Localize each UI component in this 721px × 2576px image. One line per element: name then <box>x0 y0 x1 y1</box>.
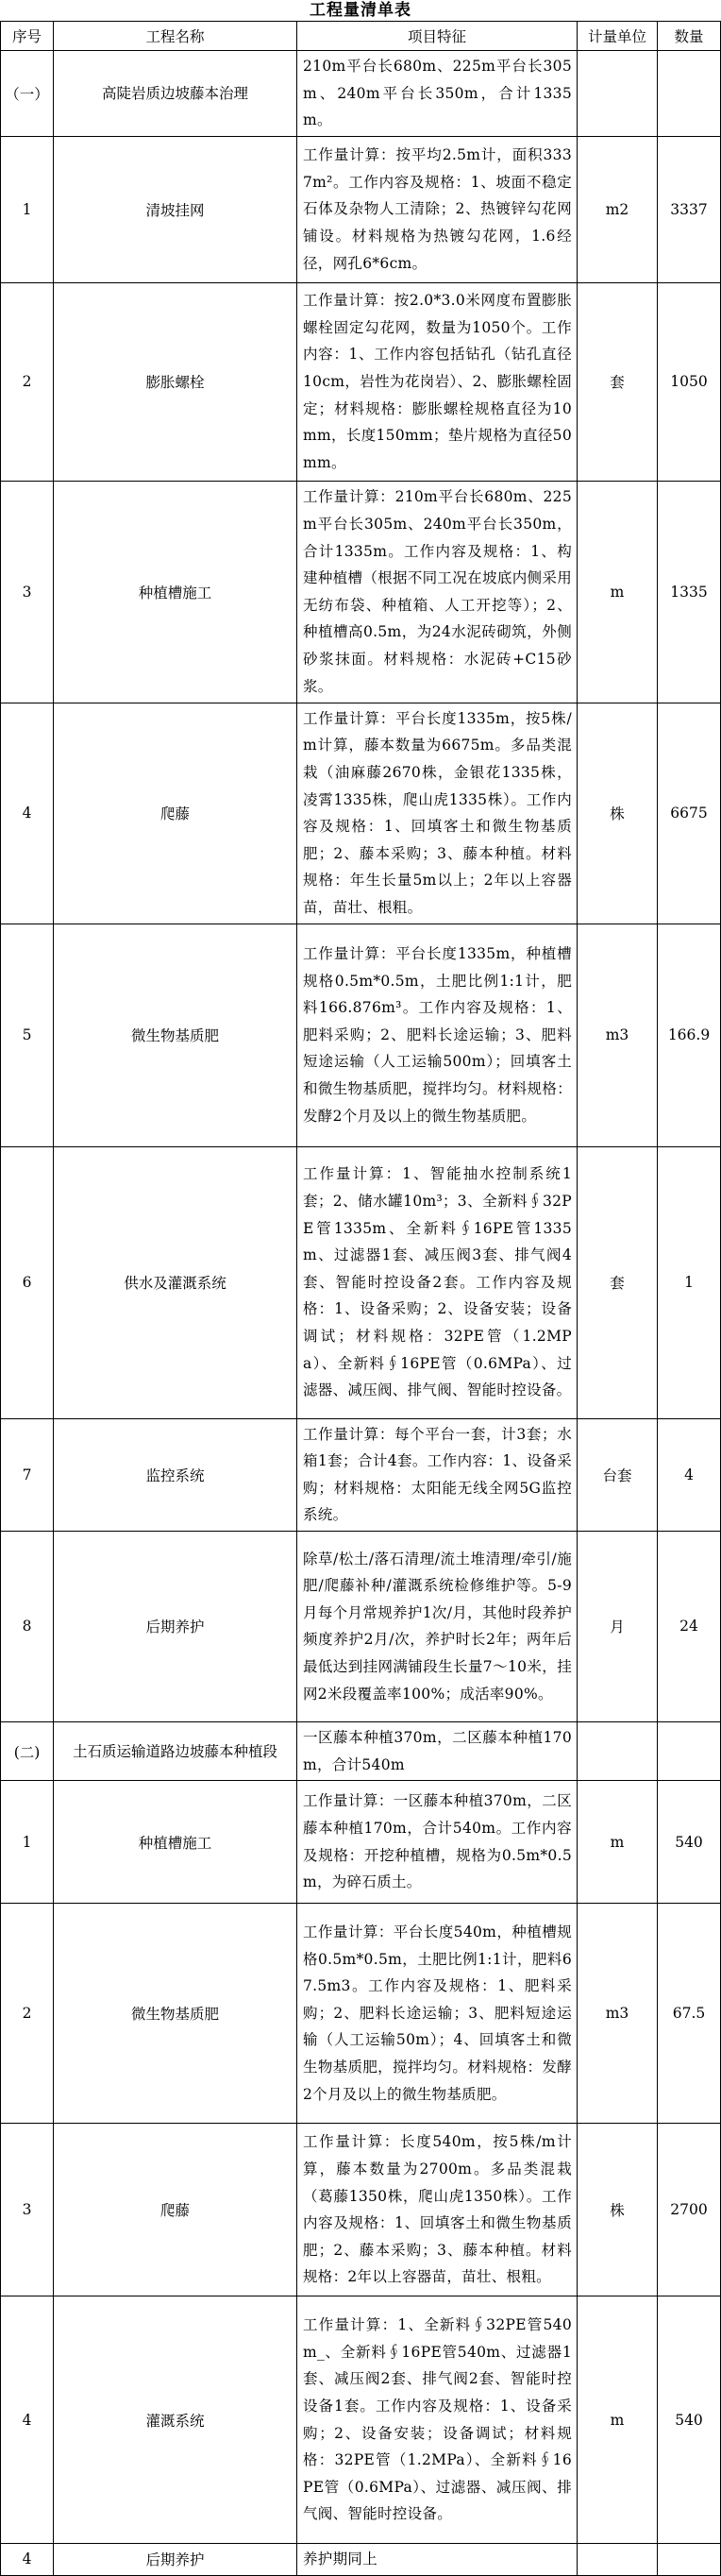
item-quantity: 2700 <box>658 2124 721 2296</box>
item-unit: m <box>578 1781 658 1904</box>
table-row <box>1 1531 721 1721</box>
row-number: 4 <box>1 2296 54 2544</box>
item-unit <box>578 2544 658 2576</box>
item-unit <box>578 51 658 137</box>
item-name: 清坡挂网 <box>54 136 297 282</box>
row-number: 7 <box>1 1418 54 1531</box>
item-quantity <box>658 51 721 137</box>
item-name: 种植槽施工 <box>54 481 297 703</box>
item-unit: 套 <box>578 282 658 481</box>
row-number: 3 <box>1 2124 54 2296</box>
item-name: 膨胀螺栓 <box>54 282 297 481</box>
table-row <box>1 2544 721 2576</box>
row-number: 3 <box>1 481 54 703</box>
item-name: 种植槽施工 <box>54 1781 297 1904</box>
item-feature: 工作量计算：一区藤本种植370m，二区藤本种植170m，合计540m。工作内容及规格：开挖种植槽，规格为0.5m*0.5m，为碎石质土。 <box>297 1781 578 1904</box>
page-title: 工程量清单表 <box>310 1 411 20</box>
item-feature: 工作量计算：长度540m，按5株/m计算，藤本数量为2700m。多品类混栽（葛藤1350株，爬山虎1350株）。工作内容及规格：1、回填客土和微生物基质肥；2、藤本采购；3、藤本种植。材料规格：2年以上容器苗，苗壮、根粗。 <box>297 2124 578 2296</box>
header-name: 工程名称 <box>54 22 297 51</box>
item-quantity: 540 <box>658 1781 721 1904</box>
table-row <box>1 1146 721 1418</box>
item-quantity: 67.5 <box>658 1904 721 2124</box>
table-row <box>1 2296 721 2544</box>
item-name: 爬藤 <box>54 703 297 924</box>
item-feature: 工作量计算：1、智能抽水控制系统1套；2、储水罐10m³；3、全新料∮32PE管1335m、全新料∮16PE管1335m、过滤器1套、减压阀3套、排气阀4套、智能时控设备2套。工作内容及规格：1、设备采购；2、设备安装；设备调试；材料规格：32PE管（1.2MPa）、全新料∮16PE管（0.6MPa）、过滤器、减压阀、排气阀、智能时控设备。 <box>297 1146 578 1418</box>
row-number: 4 <box>1 703 54 924</box>
section-row <box>1 51 721 137</box>
item-name: 微生物基质肥 <box>54 1904 297 2124</box>
header-feature: 项目特征 <box>297 22 578 51</box>
item-quantity: 6675 <box>658 703 721 924</box>
item-unit: m <box>578 481 658 703</box>
item-unit: 套 <box>578 1146 658 1418</box>
item-quantity: 1 <box>658 1146 721 1418</box>
item-feature: 工作量计算：每个平台一套，计3套；水箱1套；合计4套。工作内容：1、设备采购；材料规格：太阳能无线全网5G监控系统。 <box>297 1418 578 1531</box>
item-quantity: 24 <box>658 1531 721 1721</box>
table-row <box>1 703 721 924</box>
row-number: 5 <box>1 924 54 1146</box>
item-name: 高陡岩质边坡藤本治理 <box>54 51 297 137</box>
item-feature: 工作量计算：平台长度1335m，种植槽规格0.5m*0.5m，土肥比例1:1计，肥料166.876m³。工作内容及规格：1、肥料采购；2、肥料长途运输；3、肥料短途运输（人工运输500m）；回填客土和微生物基质肥，搅拌均匀。材料规格：发酵2个月及以上的微生物基质肥。 <box>297 924 578 1146</box>
item-unit: m <box>578 2296 658 2544</box>
table-row <box>1 924 721 1146</box>
table-header-row <box>1 22 721 51</box>
header-no: 序号 <box>1 22 54 51</box>
row-number: (二) <box>1 1721 54 1780</box>
item-unit: m3 <box>578 924 658 1146</box>
section-row <box>1 1721 721 1780</box>
item-quantity: 4 <box>658 1418 721 1531</box>
item-name: 供水及灌溉系统 <box>54 1146 297 1418</box>
item-feature: 工作量计算：按平均2.5m计，面积3337m²。工作内容及规格：1、坡面不稳定石体及杂物人工清除；2、热镀锌勾花网铺设。材料规格为热镀勾花网，1.6经径，网孔6*6cm。 <box>297 136 578 282</box>
item-name: 灌溉系统 <box>54 2296 297 2544</box>
table-row <box>1 1781 721 1904</box>
item-feature: 养护期同上 <box>297 2544 578 2576</box>
table-row <box>1 282 721 481</box>
item-quantity: 540 <box>658 2296 721 2544</box>
table-row <box>1 1904 721 2124</box>
table-row <box>1 481 721 703</box>
item-quantity: 166.9 <box>658 924 721 1146</box>
item-unit: 株 <box>578 2124 658 2296</box>
item-quantity: 3337 <box>658 136 721 282</box>
row-number: 1 <box>1 1781 54 1904</box>
item-quantity <box>658 1721 721 1780</box>
item-quantity <box>658 2544 721 2576</box>
item-quantity: 1050 <box>658 282 721 481</box>
item-feature: 一区藤本种植370m，二区藤本种植170m，合计540m <box>297 1721 578 1780</box>
item-name: 后期养护 <box>54 1531 297 1721</box>
item-quantity: 1335 <box>658 481 721 703</box>
table-row <box>1 1418 721 1531</box>
item-unit: 月 <box>578 1531 658 1721</box>
item-name: 爬藤 <box>54 2124 297 2296</box>
item-unit: m3 <box>578 1904 658 2124</box>
item-name: 微生物基质肥 <box>54 924 297 1146</box>
quantities-table <box>0 21 721 2576</box>
item-name: 土石质运输道路边坡藤本种植段 <box>54 1721 297 1780</box>
item-feature: 工作量计算：平台长度540m，种植槽规格0.5m*0.5m，土肥比例1:1计，肥料67.5m3。工作内容及规格：1、肥料采购；2、肥料长途运输；3、肥料短途运输（人工运输50m）；4、回填客土和微生物基质肥，搅拌均匀。材料规格：发酵2个月及以上的微生物基质肥。 <box>297 1904 578 2124</box>
item-name: 监控系统 <box>54 1418 297 1531</box>
item-unit: m2 <box>578 136 658 282</box>
row-number: （一） <box>1 51 54 137</box>
row-number: 8 <box>1 1531 54 1721</box>
item-feature: 210m平台长680m、225m平台长305m、240m平台长350m，合计1335m。 <box>297 51 578 137</box>
table-row <box>1 136 721 282</box>
item-unit: 株 <box>578 703 658 924</box>
item-feature: 工作量计算：按2.0*3.0米网度布置膨胀螺栓固定勾花网，数量为1050个。工作内容：1、工作内容包括钻孔（钻孔直径10cm，岩性为花岗岩）、2、膨胀螺栓固定；材料规格：膨胀螺栓规格直径为10mm，长度150mm；垫片规格为直径50mm。 <box>297 282 578 481</box>
header-qty: 数量 <box>658 22 721 51</box>
table-body <box>1 51 721 2576</box>
item-unit: 台套 <box>578 1418 658 1531</box>
item-feature: 工作量计算：1、全新料∮32PE管540m_、全新料∮16PE管540m、过滤器1套、减压阀2套、排气阀2套、智能时控设备1套。工作内容及规格：1、设备采购；2、设备安装；设备调试；材料规格：32PE管（1.2MPa）、全新料∮16PE管（0.6MPa）、过滤器、减压阀、排气阀、智能时控设备。 <box>297 2296 578 2544</box>
row-number: 6 <box>1 1146 54 1418</box>
table-row <box>1 2124 721 2296</box>
row-number: 4 <box>1 2544 54 2576</box>
item-name: 后期养护 <box>54 2544 297 2576</box>
item-feature: 除草/松土/落石清理/流土堆清理/牵引/施肥/爬藤补种/灌溉系统检修维护等。5-9月每个月常规养护1次/月，其他时段养护频度养护2月/次，养护时长2年；两年后最低达到挂网满铺段生长量7～10米，挂网2米段覆盖率100%；成活率90%。 <box>297 1531 578 1721</box>
header-unit: 计量单位 <box>578 22 658 51</box>
item-unit <box>578 1721 658 1780</box>
item-feature: 工作量计算：平台长度1335m，按5株/m计算，藤本数量为6675m。多品类混栽（油麻藤2670株，金银花1335株，凌霄1335株，爬山虎1335株）。工作内容及规格：1、回填客土和微生物基质肥；2、藤本采购；3、藤本种植。材料规格：年生长量5m以上；2年以上容器苗，苗壮、根粗。 <box>297 703 578 924</box>
row-number: 2 <box>1 282 54 481</box>
row-number: 2 <box>1 1904 54 2124</box>
row-number: 1 <box>1 136 54 282</box>
item-feature: 工作量计算：210m平台长680m、225m平台长305m、240m平台长350m，合计1335m。工作内容及规格：1、构建种植槽（根据不同工况在坡底内侧采用无纺布袋、种植箱、人工开挖等）；2、种植槽高0.5m，为24水泥砖砌筑，外侧砂浆抹面。材料规格：水泥砖+C15砂浆。 <box>297 481 578 703</box>
